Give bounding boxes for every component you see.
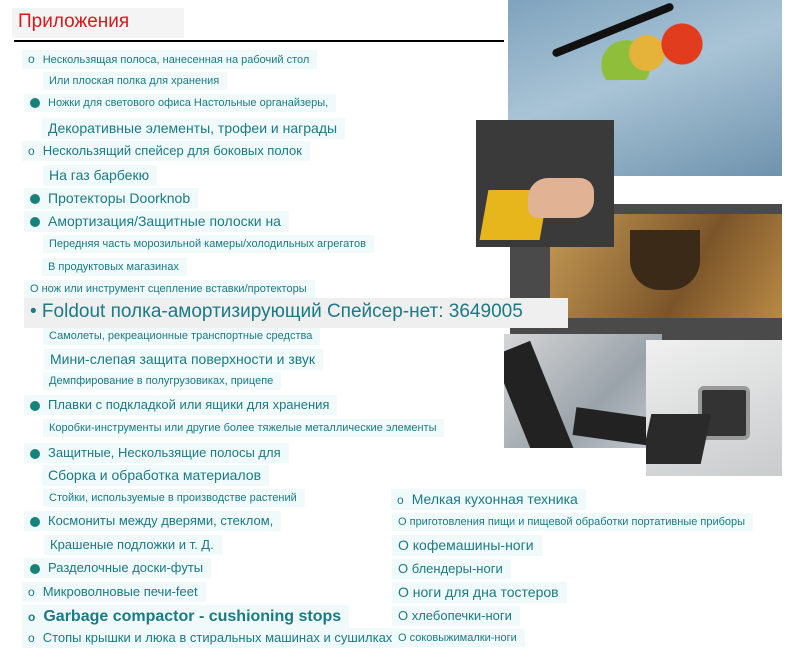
list-item: o Стопы крышки и люка в стиральных машинах и сушилках	[28, 631, 392, 645]
list-item: Протекторы Doorknob	[30, 191, 190, 206]
dot-bullet-icon	[30, 217, 40, 227]
featured-list-item: • Foldout полка-амортизирующий Спейсер-нет: 3649005	[30, 301, 523, 322]
page-title: Приложения	[18, 11, 130, 32]
appliance-pad-image	[646, 414, 711, 464]
list-item: Стойки, используемые в производстве растений	[49, 492, 297, 504]
list-item: o Нескользящий спейсер для боковых полок	[28, 144, 302, 158]
list-item: В продуктовых магазинах	[48, 261, 179, 273]
coffee-cup-image	[630, 230, 700, 290]
circle-bullet-icon: o	[28, 585, 35, 599]
list-item: Разделочные доски-футы	[30, 561, 203, 575]
dot-bullet-icon	[30, 98, 40, 108]
list-item: o Нескользящая полоса, нанесенная на рабочий стол	[28, 53, 309, 66]
list-item: О кофемашины-ноги	[398, 538, 534, 553]
list-item: Амортизация/Защитные полоски на	[30, 214, 281, 229]
list-item: Мини-слепая защита поверхности и звук	[50, 352, 315, 367]
circle-bullet-icon: o	[28, 52, 35, 66]
list-item: Демпфирование в полугрузовиках, прицепе	[49, 375, 273, 387]
list-item: o Микроволновые печи-feet	[28, 585, 198, 599]
list-item: Или плоская полка для хранения	[49, 75, 219, 87]
list-item: О нож или инструмент сцепление вставки/протекторы	[30, 283, 307, 295]
dot-bullet-icon	[30, 449, 40, 459]
list-item: Крашеные подложки и т. Д.	[50, 538, 214, 552]
list-item: o Garbage compactor - cushioning stops	[28, 608, 341, 626]
list-item: Ножки для светового офиса Настольные органайзеры,	[30, 97, 328, 109]
appliance-photo	[646, 340, 782, 476]
circle-bullet-icon: o	[28, 144, 35, 158]
protective-strip-photo	[504, 334, 662, 448]
hand-image	[528, 178, 594, 218]
list-item: Передняя часть морозильной камеры/холодильных агрегатов	[49, 238, 366, 250]
list-item: О блендеры-ноги	[398, 562, 503, 576]
list-item: На газ барбекю	[49, 168, 149, 183]
dot-bullet-icon	[30, 517, 40, 527]
list-item: О хлебопечки-ноги	[398, 609, 512, 623]
list-item: Сборка и обработка материалов	[48, 468, 261, 483]
dot-bullet-icon	[30, 564, 40, 574]
circle-bullet-icon: o	[28, 631, 35, 645]
list-item: Плавки с подкладкой или ящики для хранения	[30, 398, 329, 412]
list-item: Самолеты, рекреационные транспортные средства	[49, 330, 312, 342]
list-item: О приготовления пищи и пищевой обработки портативные приборы	[398, 516, 745, 528]
list-item: Космониты между дверями, стеклом,	[30, 514, 273, 528]
dot-bullet-icon	[30, 401, 40, 411]
dot-bullet-icon	[30, 194, 40, 204]
circle-bullet-icon: o	[28, 610, 36, 624]
list-item: О ноги для дна тостеров	[398, 585, 559, 600]
list-item: О соковыжималки-ноги	[398, 632, 517, 644]
title-divider	[14, 40, 504, 42]
adhesive-pad-photo	[476, 120, 614, 247]
list-item: Коробки-инструменты или другие более тяжелые металлические элементы	[49, 422, 436, 434]
strip-image	[504, 341, 575, 448]
list-item: Декоративные элементы, трофеи и награды	[48, 121, 337, 136]
list-item: Защитные, Нескользящие полосы для	[30, 446, 281, 460]
list-item: o Мелкая кухонная техника	[397, 492, 578, 507]
circle-bullet-icon: o	[397, 493, 404, 507]
